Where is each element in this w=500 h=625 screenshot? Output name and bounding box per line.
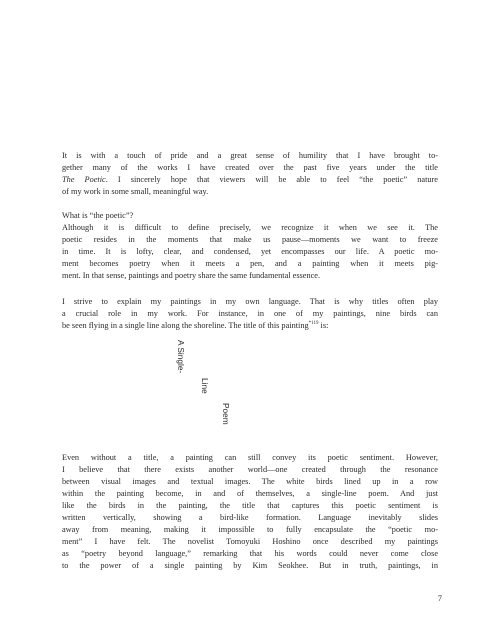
what-is-poetic-paragraph [62, 210, 438, 282]
text-line [62, 320, 438, 332]
text-line: of my work in some small, meaningful way. [62, 187, 209, 196]
text-line: to the power of a single painting by Kim Seokhee. But in truth, paintings, in [62, 561, 438, 570]
figure-reference: *119 [308, 321, 319, 327]
vertical-title-word: Poem [221, 403, 231, 425]
text-line: like the birds in the painting, the title that captures this poetic sentiment is [62, 501, 438, 510]
text-line: ment” I have felt. The novelist Tomoyuki Hoshino once described my paintings [62, 537, 438, 546]
text-line: ment. In that sense, paintings and poetry share the same fundamental essence. [62, 271, 321, 280]
text-line: between visual images and textual images. The white birds lined up in a row [62, 477, 438, 486]
text-line: away from meaning, making it impossible to fully encapsulate the “poetic mo- [62, 525, 438, 534]
text-fragment: . I sincerely hope that viewers will be able to feel “the poetic” nature [105, 175, 438, 184]
text-line: What is “the poetic”? [62, 211, 134, 220]
intro-paragraph [62, 150, 438, 198]
text-line: written vertically, showing a bird-like formation. Language inevitably slides [62, 513, 438, 522]
text-fragment: be seen flying in a single line along the shoreline. The title of this painting [62, 321, 309, 330]
text-line: Even without a title, a painting can still convey its poetic sentiment. However, [62, 453, 438, 462]
text-line: It is with a touch of pride and a great sense of humility that I have brought to- [62, 151, 438, 160]
page-number: 7 [437, 593, 442, 603]
book-title: The Poetic [62, 175, 106, 184]
text-line [62, 174, 438, 186]
text-line: in time. It is lofty, clear, and condensed, yet encompasses our life. A poetic mo- [62, 247, 438, 256]
text-line: I believe that there exists another world—one created through the resonance [62, 465, 438, 474]
text-line: Although it is difficult to define precisely, we recognize it when we see it. The [62, 223, 438, 232]
text-line: I strive to explain my paintings in my own language. That is why titles often play [62, 297, 438, 306]
text-line: poetic resides in the moments that make us pause—moments we want to freeze [62, 235, 438, 244]
poetic-sentiment-paragraph [62, 452, 438, 572]
vertical-title-word: Line [200, 378, 210, 394]
text-line: gether many of the works I have created over the past five years under the title [62, 163, 438, 172]
text-fragment: is: [318, 321, 329, 330]
text-line: within the painting become, in and of themselves, a single-line poem. And just [62, 489, 438, 498]
text-line: ment becomes poetry when it meets a pen, and a painting when it meets pig- [62, 259, 438, 268]
vertical-title-word: A Single- [176, 340, 186, 374]
titles-paragraph [62, 296, 438, 332]
text-line: a crucial role in my work. For instance, in one of my paintings, nine birds can [62, 309, 438, 318]
text-line: as “poetry beyond language,” remarking that his words could never come close [62, 549, 438, 558]
